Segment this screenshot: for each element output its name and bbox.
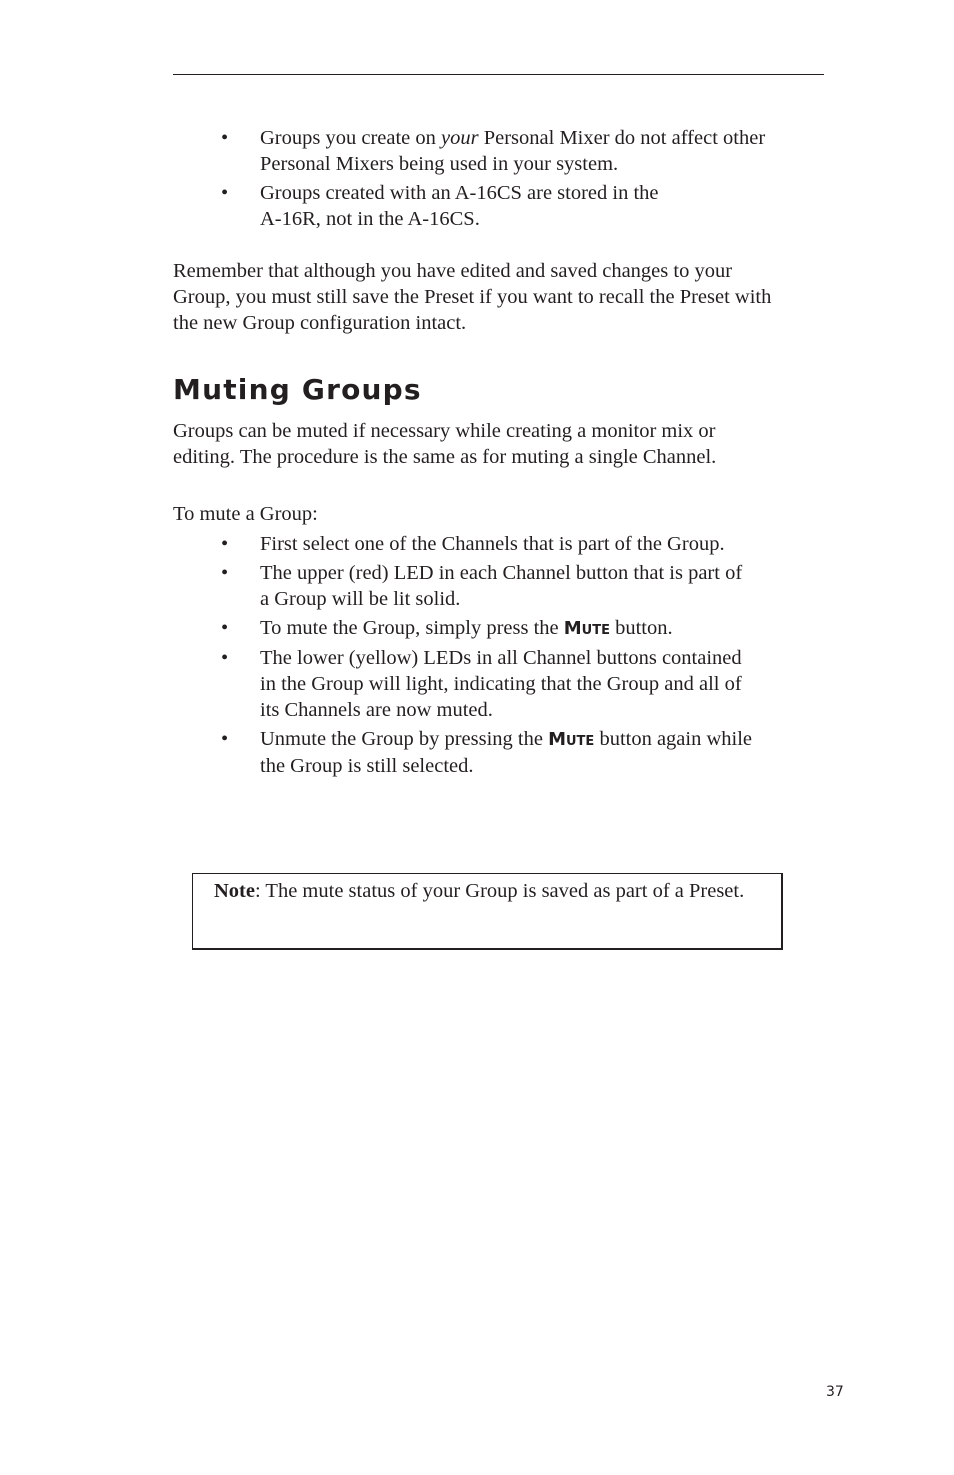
list-item	[173, 531, 753, 557]
step-text-post: button.	[609, 617, 673, 639]
remember-paragraph: Remember that although you have edited and saved changes to your Group, you must still save the Preset if you want to recall the Preset with the new Group configuration intact.	[173, 260, 772, 334]
steps-list	[173, 531, 753, 782]
page-number: 37	[826, 1384, 844, 1400]
note-label: Note	[214, 880, 255, 902]
intro-paragraph: Groups can be muted if necessary while creating a monitor mix or editing. The procedure is the same as for muting a single Channel.	[173, 420, 717, 468]
section-heading: Muting Groups	[173, 373, 422, 406]
list-item	[173, 645, 753, 723]
note-box	[192, 873, 783, 950]
list-item	[173, 726, 753, 779]
step-text-post: button again while the Group is still selected.	[260, 728, 753, 777]
header-rule	[173, 74, 824, 75]
bullet-glyph: •	[221, 533, 229, 555]
lead-in-text: To mute a Group:	[173, 503, 318, 525]
list-item	[173, 560, 753, 612]
step-text: The upper (red) LED in each Channel button that is part of a Group will be lit solid.	[260, 562, 743, 610]
step-text: The lower (yellow) LEDs in all Channel buttons contained in the Group will light, indicating that the Group and all of its Channels are now muted.	[260, 647, 742, 721]
bullet-text-pre: Groups you create on	[260, 127, 442, 149]
step-text-pre: Unmute the Group by pressing the	[260, 728, 549, 750]
bullet-text-post: Personal Mixer do not affect other Personal Mixers being used in your system.	[260, 127, 766, 175]
top-bullet-list	[173, 125, 773, 235]
list-item	[173, 125, 773, 177]
list-item	[173, 615, 753, 642]
bullet-glyph: •	[221, 127, 229, 149]
bullet-glyph: •	[221, 647, 229, 669]
note-body: : The mute status of your Group is saved as part of a Preset.	[254, 880, 745, 902]
bullet-glyph: •	[221, 728, 229, 750]
step-text: First select one of the Channels that is part of the Group.	[260, 533, 725, 555]
mute-key-label: Mute	[548, 729, 595, 750]
bullet-glyph: •	[221, 562, 229, 584]
bullet-glyph: •	[221, 617, 229, 639]
bullet-text-line2: A-16R, not in the A-16CS.	[260, 208, 480, 230]
mute-key-label: Mute	[563, 618, 610, 639]
note-text	[214, 878, 795, 904]
emphasis-text: your	[441, 127, 479, 149]
step-text-pre: To mute the Group, simply press the	[260, 617, 564, 639]
bullet-glyph: •	[221, 182, 229, 204]
bullet-text-line1: Groups created with an A-16CS are stored in the	[260, 182, 659, 204]
list-item	[173, 180, 773, 232]
